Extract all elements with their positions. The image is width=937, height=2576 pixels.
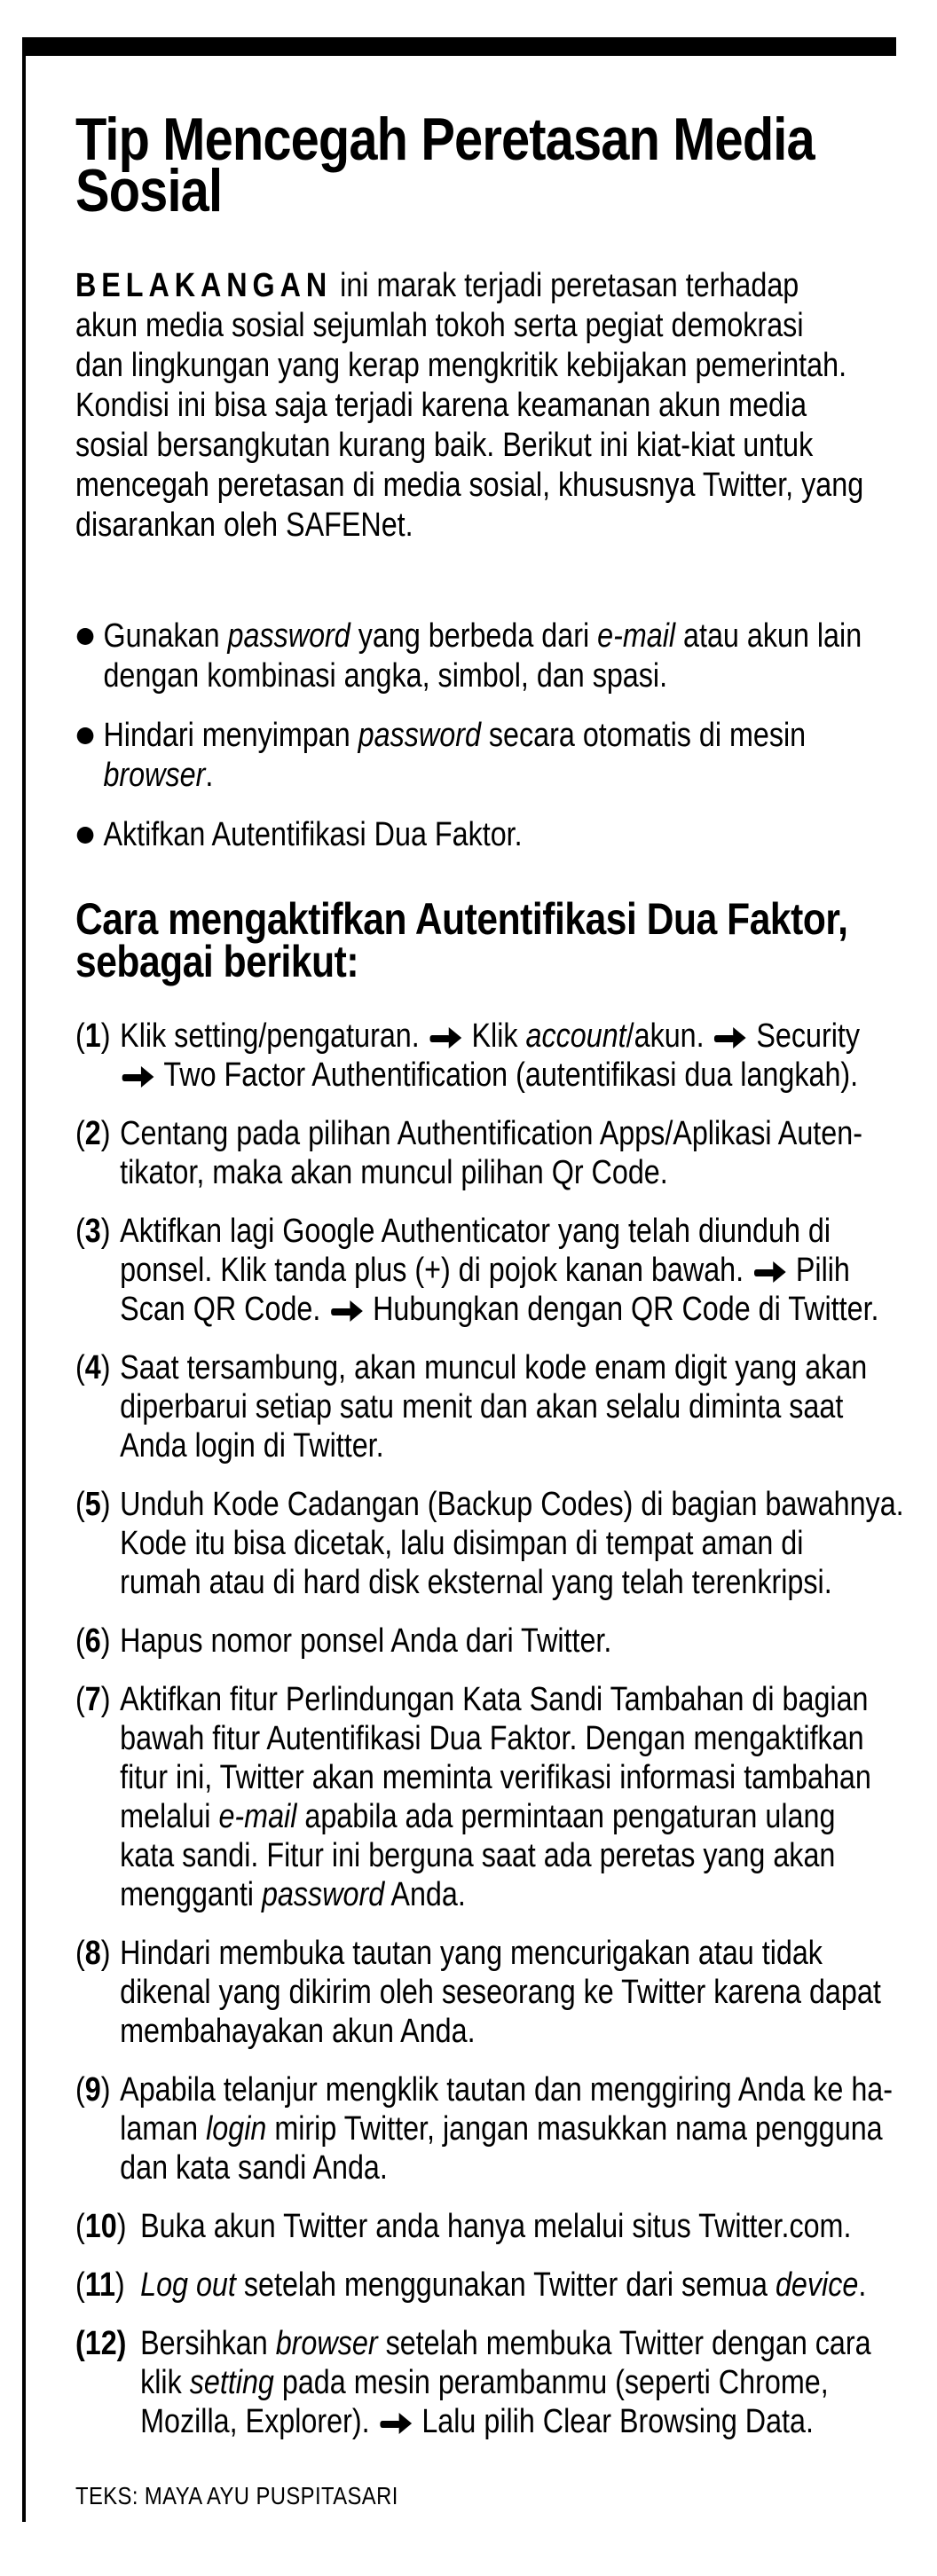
text-line: tikator, maka akan muncul pilihan Qr Code.: [120, 1154, 668, 1191]
text-line: rumah atau di hard disk eksternal yang telah terenkripsi.: [120, 1564, 832, 1601]
list-item-text: [103, 815, 522, 855]
list-item: [75, 815, 937, 855]
text-line: melalui e-mail apabila ada permintaan pengaturan ulang: [120, 1798, 836, 1835]
step-number: (3): [75, 1213, 111, 1250]
text-line: fitur ini, Twitter akan meminta verifikasi informasi tambahan: [120, 1759, 871, 1796]
text-line: laman login mirip Twitter, jangan masukkan nama pengguna: [120, 2110, 883, 2148]
arrow-right-icon: [380, 2413, 412, 2434]
text-line: Anda login di Twitter.: [120, 1427, 384, 1465]
text-line: bawah fitur Autentifikasi Dua Faktor. Dengan mengaktifkan: [120, 1720, 864, 1757]
text-line: (1) Klik setting/pengaturan. Klik account/akun. Security: [75, 1017, 861, 1055]
step-item: [75, 2324, 937, 2441]
step-number: (6): [75, 1622, 111, 1660]
step-item: [75, 1622, 937, 1661]
text-line: Two Factor Authentification (autentifikasi dua langkah).: [75, 1056, 937, 1095]
step-item: [75, 1934, 937, 2051]
article: [75, 0, 937, 2510]
step-number: (2): [75, 1115, 111, 1152]
step-number: (4): [75, 1349, 111, 1386]
step-item: [75, 2266, 937, 2305]
arrow-right-icon: [122, 1066, 154, 1088]
bullet-icon: [77, 628, 94, 645]
left-rule: [22, 37, 26, 2522]
intro-paragraph: [75, 266, 937, 546]
text-line: (11) Log out setelah menggunakan Twitter dari semua device.: [75, 2266, 867, 2304]
list-item-text: [103, 716, 806, 796]
text-line: Kondisi ini bisa saja terjadi karena keamanan akun media: [75, 387, 807, 424]
arrow-right-icon: [331, 1300, 363, 1322]
step-item: [75, 1348, 937, 1465]
page-title-line2: Sosial: [75, 157, 223, 224]
arrow-right-icon: [714, 1027, 746, 1048]
step-number: (10): [75, 2208, 127, 2245]
text-line: membahayakan akun Anda.: [120, 2013, 476, 2050]
text-line: kata sandi. Fitur ini berguna saat ada peretas yang akan: [120, 1837, 836, 1874]
text-line: Mozilla, Explorer). Lalu pilih Clear Browsing Data.: [140, 2403, 814, 2440]
text-line: Aktifkan Autentifikasi Dua Faktor.: [103, 816, 523, 853]
text-line: diperbarui setiap satu menit dan akan selalu diminta saat: [120, 1388, 844, 1425]
step-number: (12): [75, 2325, 127, 2362]
text-line: klik setting pada mesin perambanmu (seperti Chrome,: [140, 2364, 829, 2401]
text-line: dan lingkungan yang kerap mengkritik kebijakan pemerintah.: [75, 347, 847, 384]
text-line: (5) Unduh Kode Cadangan (Backup Codes) di bagian bawahnya.: [75, 1486, 904, 1523]
arrow-right-icon: [754, 1261, 786, 1283]
text-line: ponsel. Klik tanda plus (+) di pojok kanan bawah. Pilih: [120, 1252, 850, 1289]
step-item: [75, 1680, 937, 1914]
step-item: [75, 1114, 937, 1192]
step-number: (1): [75, 1017, 111, 1055]
text-line: Scan QR Code. Hubungkan dengan QR Code di Twitter.: [120, 1291, 879, 1328]
step-item: [75, 1212, 937, 1329]
text-line: (7) Aktifkan fitur Perlindungan Kata Sandi Tambahan di bagian: [75, 1681, 869, 1718]
step-number: (5): [75, 1486, 111, 1523]
text-line: akun media sosial sejumlah tokoh serta pegiat demokrasi: [75, 307, 804, 344]
step-number: (8): [75, 1935, 111, 1972]
section-heading-line2: sebagai berikut:: [75, 937, 359, 986]
text-line: Hindari menyimpan password secara otomatis di mesin: [103, 717, 807, 754]
text-line: Gunakan password yang berbeda dari e-mail atau akun lain: [103, 617, 862, 655]
list-item: [75, 716, 937, 796]
step-item: [75, 2070, 937, 2187]
page-title: [75, 106, 937, 224]
text-line: (3) Aktifkan lagi Google Authenticator yang telah diunduh di: [75, 1213, 831, 1250]
page-title-line1: Tip Mencegah Peretasan Media: [75, 106, 815, 173]
text-line: (4) Saat tersambung, akan muncul kode enam digit yang akan: [75, 1349, 868, 1386]
text-line: disarankan oleh SAFENet.: [75, 507, 413, 544]
text-line: dan kata sandi Anda.: [120, 2149, 388, 2187]
text-line: (8) Hindari membuka tautan yang mencurigakan atau tidak: [75, 1935, 823, 1972]
bullet-icon: [77, 827, 94, 844]
bullet-icon: [77, 727, 94, 744]
text-line: mengganti password Anda.: [120, 1876, 466, 1913]
text-line: (10) Buka akun Twitter anda hanya melalui situs Twitter.com.: [75, 2208, 852, 2245]
step-item: [75, 2207, 937, 2246]
text-line: mencegah peretasan di media sosial, khususnya Twitter, yang: [75, 467, 864, 504]
list-item: [75, 617, 937, 696]
text-line: browser.: [103, 757, 214, 794]
step-number: (11): [75, 2266, 125, 2304]
step-number: (7): [75, 1681, 111, 1718]
section-heading-line1: Cara mengaktifkan Autentifikasi Dua Faktor,: [75, 894, 848, 944]
tips-list: [75, 617, 937, 855]
text-line: (2) Centang pada pilihan Authentification Apps/Aplikasi Auten-: [75, 1115, 862, 1152]
text-line: BELAKANGAN ini marak terjadi peretasan terhadap: [75, 267, 799, 304]
text-line: Kode itu bisa dicetak, lalu disimpan di tempat aman di: [120, 1525, 804, 1562]
list-item-text: [103, 617, 862, 696]
steps-list: [75, 1017, 937, 2441]
text-line: sosial bersangkutan kurang baik. Berikut ini kiat-kiat untuk: [75, 427, 814, 464]
text-line: (12) Bersihkan browser setelah membuka Twitter dengan cara: [75, 2325, 871, 2362]
credit-line: TEKS: MAYA AYU PUSPITASARI: [75, 2482, 398, 2509]
step-item: [75, 1017, 937, 1095]
arrow-right-icon: [429, 1027, 461, 1048]
section-heading: [75, 894, 937, 986]
step-item: [75, 1485, 937, 1602]
step-number: (9): [75, 2071, 111, 2109]
text-line: (6) Hapus nomor ponsel Anda dari Twitter.: [75, 1622, 612, 1660]
text-line: dikenal yang dikirim oleh seseorang ke Twitter karena dapat: [120, 1974, 881, 2011]
text-line: dengan kombinasi angka, simbol, dan spasi.: [103, 657, 668, 695]
text-line: (9) Apabila telanjur mengklik tautan dan menggiring Anda ke ha-: [75, 2071, 894, 2109]
